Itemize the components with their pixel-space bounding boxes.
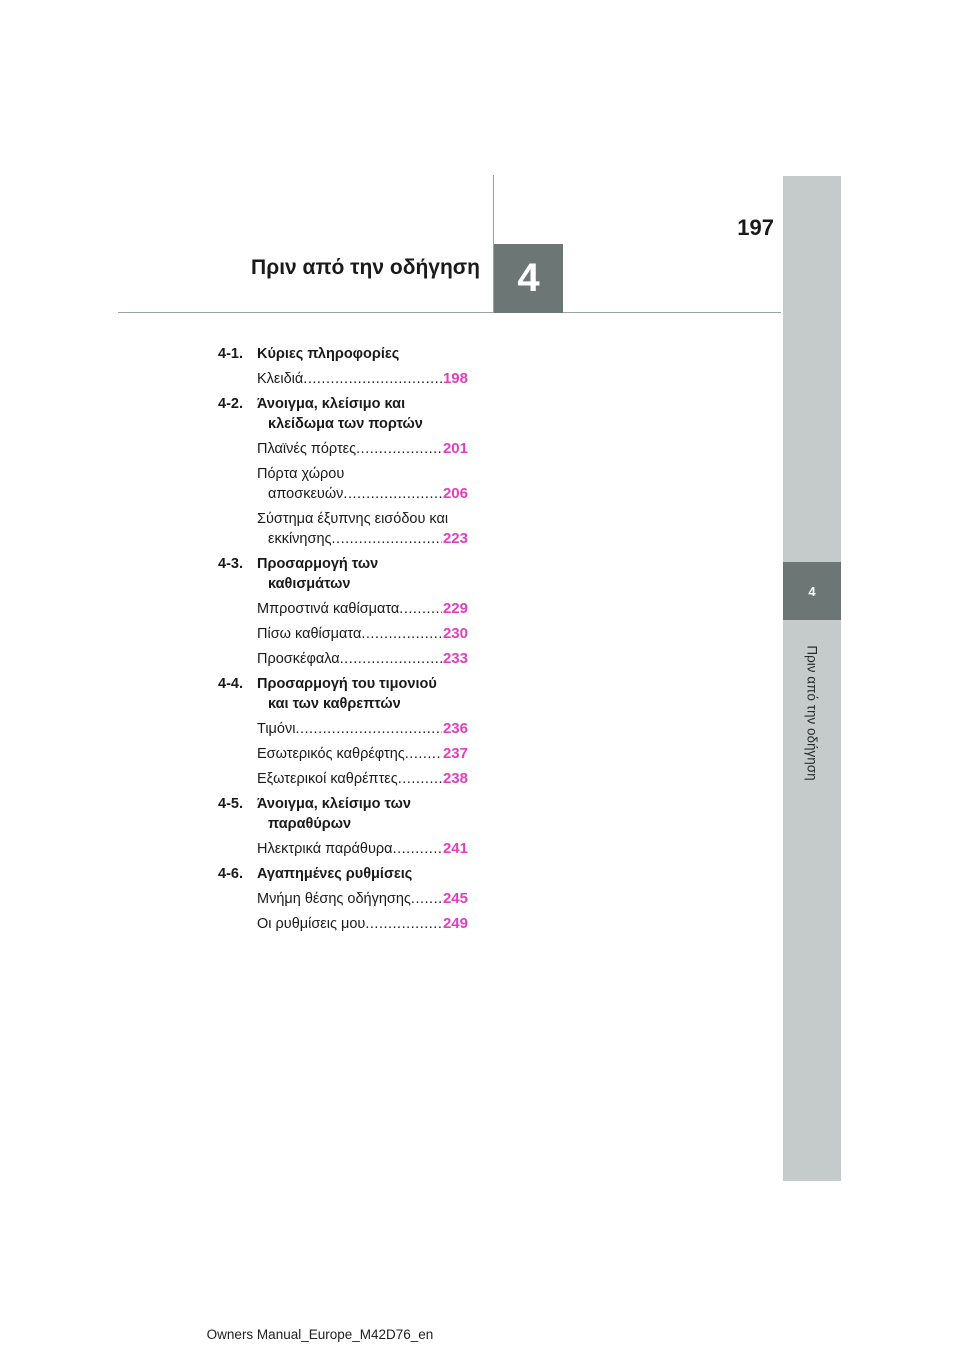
- dot-leader: [365, 914, 442, 934]
- toc-entry[interactable]: [257, 649, 468, 669]
- entry-page-link[interactable]: 238: [442, 770, 468, 787]
- toc-entry[interactable]: [257, 889, 468, 909]
- section-number: 4-2.: [218, 396, 243, 412]
- section-number: 4-4.: [218, 676, 243, 692]
- entry-page-link[interactable]: 241: [442, 840, 468, 857]
- dot-leader: [340, 649, 442, 669]
- section-number: 4-6.: [218, 866, 243, 882]
- section-title-line1: Άνοιγμα, κλείσιμο των: [257, 796, 411, 812]
- entry-label: Εξωτερικοί καθρέπτες: [257, 771, 398, 787]
- entry-page-link[interactable]: 198: [442, 370, 468, 387]
- dot-leader: [361, 624, 442, 644]
- section-title-line1: Προσαρμογή των: [257, 556, 379, 572]
- dot-leader: [295, 719, 442, 739]
- side-tab-title: Πριν από την οδήγηση: [804, 645, 820, 781]
- toc-section-heading: [218, 864, 468, 884]
- toc-entry[interactable]: [257, 839, 468, 859]
- entry-label: Τιμόνι: [257, 721, 296, 737]
- section-title: [257, 394, 468, 434]
- entry-page-link[interactable]: 237: [442, 745, 468, 762]
- entry-page-link[interactable]: 249: [442, 915, 468, 932]
- entry-page-link[interactable]: 236: [442, 720, 468, 737]
- chapter-number: 4: [517, 256, 540, 300]
- dot-leader: [356, 439, 442, 459]
- side-tab-number: 4: [808, 583, 816, 599]
- toc-entry[interactable]: [257, 464, 468, 504]
- toc-entry[interactable]: [257, 509, 468, 549]
- section-title: [257, 794, 468, 834]
- entry-label-line2: αποσκευών: [268, 486, 344, 502]
- entry-page-link[interactable]: 223: [442, 530, 468, 547]
- toc-section-heading: [218, 344, 468, 364]
- section-title: [257, 864, 468, 884]
- entry-label: Οι ρυθμίσεις μου: [257, 916, 366, 932]
- entry-page-link[interactable]: 206: [442, 485, 468, 502]
- entry-label-line2: εκκίνησης: [268, 531, 332, 547]
- section-number: 4-5.: [218, 796, 243, 812]
- entry-label: Πίσω καθίσματα: [257, 626, 362, 642]
- toc-entry[interactable]: [257, 769, 468, 789]
- entry-label-line1: Σύστημα έξυπνης εισόδου και: [257, 511, 449, 527]
- dot-leader: [399, 599, 442, 619]
- entry-page-link[interactable]: 233: [442, 650, 468, 667]
- entry-label-line1: Πόρτα χώρου: [257, 466, 345, 482]
- entry-label: Μπροστινά καθίσματα: [257, 601, 400, 617]
- footer-text: Owners Manual_Europe_M42D76_en: [206, 1327, 434, 1342]
- toc-section-heading: [218, 674, 468, 714]
- section-title-line1: Κύριες πληροφορίες: [257, 346, 400, 362]
- entry-label: Ηλεκτρικά παράθυρα: [257, 841, 393, 857]
- entry-label: Μνήμη θέσης οδήγησης: [257, 891, 411, 907]
- toc-section-heading: [218, 554, 468, 594]
- section-title-line2: καθισμάτων: [268, 576, 351, 592]
- entry-page-link[interactable]: 230: [442, 625, 468, 642]
- entry-page-link[interactable]: 229: [442, 600, 468, 617]
- entry-label: Πλαϊνές πόρτες: [257, 441, 357, 457]
- dot-leader: [398, 769, 442, 789]
- dot-leader: [343, 484, 442, 504]
- section-title: [257, 554, 468, 594]
- chapter-title: Πριν από την οδήγηση: [251, 256, 480, 279]
- entry-label: Εσωτερικός καθρέφτης: [257, 746, 405, 762]
- section-number: 4-1.: [218, 346, 243, 362]
- dot-leader: [332, 529, 442, 549]
- toc-entry[interactable]: [257, 599, 468, 619]
- dot-leader: [393, 839, 442, 859]
- header-horizontal-rule: [118, 312, 781, 313]
- section-title-line2: και των καθρεπτών: [268, 696, 401, 712]
- section-number: 4-3.: [218, 556, 243, 572]
- toc-entry[interactable]: [257, 439, 468, 459]
- dot-leader: [405, 744, 442, 764]
- section-title: [257, 674, 468, 714]
- toc-entry[interactable]: [257, 624, 468, 644]
- entry-page-link[interactable]: 201: [442, 440, 468, 457]
- toc-section-heading: [218, 394, 468, 434]
- section-title-line1: Αγαπημένες ρυθμίσεις: [257, 866, 413, 882]
- entry-label: Προσκέφαλα: [257, 651, 340, 667]
- table-of-contents: [218, 344, 468, 934]
- section-title-line2: παραθύρων: [268, 816, 352, 832]
- toc-section-heading: [218, 794, 468, 834]
- section-title: [257, 344, 468, 364]
- side-tab-number-box[interactable]: [783, 562, 841, 620]
- entry-page-link[interactable]: 245: [442, 890, 468, 907]
- toc-entry[interactable]: [257, 914, 468, 934]
- dot-leader: [303, 369, 442, 389]
- toc-entry[interactable]: [257, 369, 468, 389]
- section-title-line1: Προσαρμογή του τιμονιού: [257, 676, 437, 692]
- entry-label: Κλειδιά: [257, 371, 304, 387]
- page-number: 197: [737, 215, 774, 240]
- toc-entry[interactable]: [257, 744, 468, 764]
- section-title-line2: κλείδωμα των πορτών: [268, 416, 423, 432]
- chapter-number-box: [494, 244, 563, 313]
- toc-entry[interactable]: [257, 719, 468, 739]
- dot-leader: [411, 889, 442, 909]
- section-title-line1: Άνοιγμα, κλείσιμο και: [257, 396, 406, 412]
